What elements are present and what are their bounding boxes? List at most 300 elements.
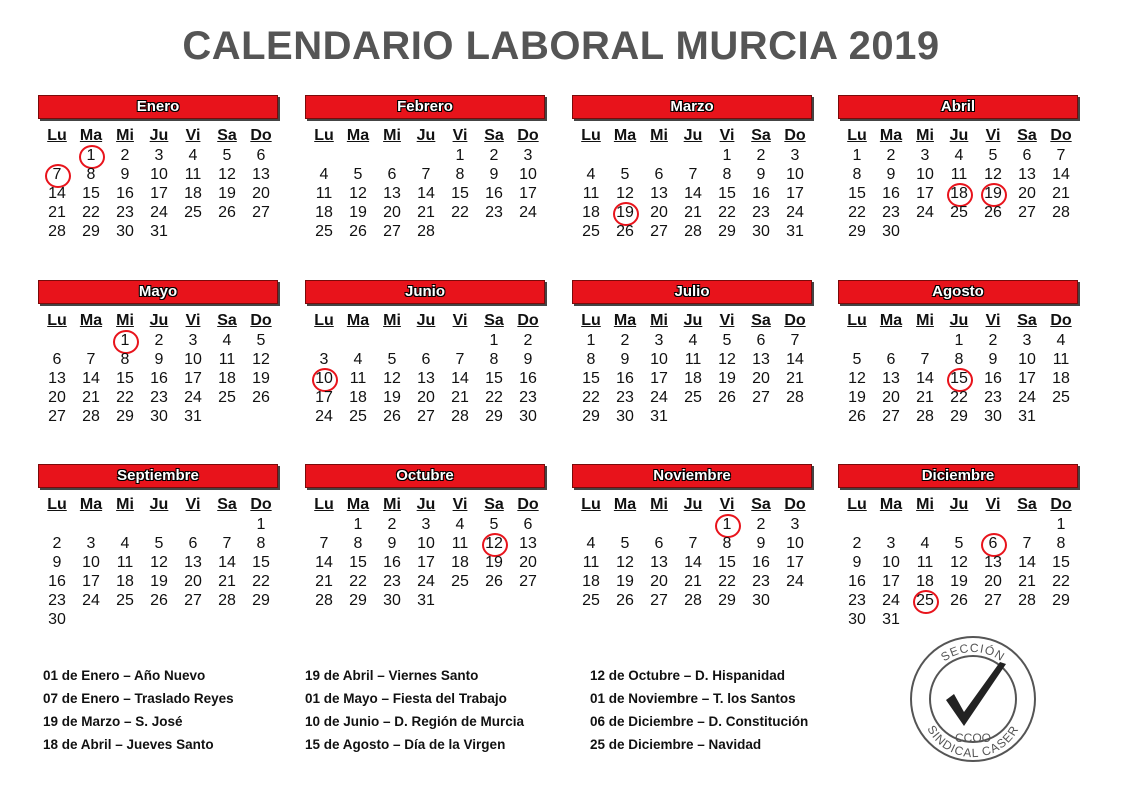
day-cell: 20 (519, 554, 537, 571)
day-cell: 26 (218, 204, 236, 221)
day-cell: 29 (252, 592, 270, 609)
day-cell: 9 (988, 351, 998, 368)
day-cell: 16 (48, 573, 66, 590)
day-cell: 25 (349, 408, 367, 425)
day-cell: 1 (1056, 516, 1066, 533)
day-cell: 3 (1022, 332, 1032, 349)
weekday-label: Sa (484, 312, 504, 329)
month-days-grid (840, 311, 1078, 426)
weekday-label: Do (784, 312, 806, 329)
day-cell: 23 (48, 592, 66, 609)
weekday-label: Ma (346, 496, 370, 513)
day-cell: 5 (722, 332, 732, 349)
weekday-label: Do (517, 127, 539, 144)
day-cell: 20 (1018, 185, 1036, 202)
stamp-bottom-text: SINDICAL CASER (924, 722, 1022, 761)
day-cell: 17 (882, 573, 900, 590)
day-cell: 21 (684, 573, 702, 590)
weekday-label: Lu (847, 312, 867, 329)
day-cell: 12 (848, 370, 866, 387)
day-cell: 11 (1052, 351, 1070, 368)
day-cell: 18 (684, 370, 702, 387)
empty-cell (443, 331, 477, 350)
empty-cell (908, 331, 942, 350)
weekday-label: Ju (949, 127, 969, 144)
day-cell: 29 (718, 223, 736, 240)
weekday-label: Mi (383, 127, 401, 144)
day-cell: 2 (852, 535, 862, 552)
day-cell: 15 (116, 370, 134, 387)
holiday-item: 01 de Noviembre – T. los Santos (590, 691, 796, 706)
day-cell: 23 (752, 204, 770, 221)
empty-cell (307, 146, 341, 165)
day-cell: 17 (315, 389, 333, 406)
day-cell: 16 (116, 185, 134, 202)
weekday-label: Lu (581, 127, 601, 144)
month-header: Mayo (38, 280, 278, 304)
day-cell: 13 (650, 554, 668, 571)
day-cell: 14 (1018, 554, 1036, 571)
month-header: Septiembre (38, 464, 278, 488)
day-cell: 26 (485, 573, 503, 590)
month-days-grid (840, 126, 1078, 241)
weekday-label: Sa (1017, 127, 1037, 144)
day-cell: 14 (315, 554, 333, 571)
day-cell: 10 (519, 166, 537, 183)
day-cell: 9 (489, 166, 499, 183)
month-octubre (305, 464, 545, 610)
day-cell: 4 (353, 351, 363, 368)
day-cell: 6 (1022, 147, 1032, 164)
day-cell: 21 (417, 204, 435, 221)
day-cell: 23 (383, 573, 401, 590)
day-cell: 18 (916, 573, 934, 590)
day-cell: 6 (188, 535, 198, 552)
weekday-label: Sa (217, 312, 237, 329)
day-cell: 22 (950, 389, 968, 406)
day-cell: 30 (519, 408, 537, 425)
day-cell: 6 (654, 166, 664, 183)
day-cell: 18 (315, 204, 333, 221)
day-cell: 25 (582, 223, 600, 240)
day-cell: 1 (586, 332, 596, 349)
empty-cell (642, 515, 676, 534)
day-cell: 20 (882, 389, 900, 406)
empty-cell (874, 331, 908, 350)
day-cell: 26 (950, 592, 968, 609)
stamp-top-text: SECCIÓN (938, 640, 1008, 665)
day-cell: 10 (786, 166, 804, 183)
holiday-column-1 (43, 664, 234, 756)
holiday-item: 15 de Agosto – Día de la Virgen (305, 737, 506, 752)
day-cell: 27 (252, 204, 270, 221)
month-enero (38, 95, 278, 241)
month-days-grid (574, 495, 812, 610)
weekday-label: Ma (346, 312, 370, 329)
day-cell: 22 (82, 204, 100, 221)
holiday-day-cell: 25 (908, 591, 942, 610)
day-cell: 1 (353, 516, 363, 533)
day-cell: 24 (315, 408, 333, 425)
day-cell: 7 (319, 535, 329, 552)
day-cell: 6 (523, 516, 533, 533)
empty-cell (942, 515, 976, 534)
day-cell: 5 (852, 351, 862, 368)
weekday-label: Ju (683, 127, 703, 144)
day-cell: 26 (150, 592, 168, 609)
day-cell: 22 (582, 389, 600, 406)
day-cell: 21 (315, 573, 333, 590)
holiday-item: 25 de Diciembre – Navidad (590, 737, 762, 752)
day-cell: 27 (48, 408, 66, 425)
day-cell: 12 (950, 554, 968, 571)
day-cell: 18 (184, 185, 202, 202)
day-cell: 17 (786, 554, 804, 571)
weekday-label: Do (517, 312, 539, 329)
day-cell: 7 (688, 166, 698, 183)
empty-cell (574, 515, 608, 534)
weekday-label: Sa (484, 127, 504, 144)
month-abril (838, 95, 1078, 241)
day-cell: 1 (489, 332, 499, 349)
day-cell: 8 (86, 166, 96, 183)
empty-cell (108, 515, 142, 534)
weekday-label: Lu (581, 312, 601, 329)
day-cell: 24 (519, 204, 537, 221)
day-cell: 19 (485, 554, 503, 571)
day-cell: 26 (383, 408, 401, 425)
day-cell: 13 (650, 185, 668, 202)
empty-cell (676, 515, 710, 534)
day-cell: 7 (1056, 147, 1066, 164)
day-cell: 7 (421, 166, 431, 183)
day-cell: 13 (882, 370, 900, 387)
holiday-day-cell: 19 (976, 184, 1010, 203)
day-cell: 3 (886, 535, 896, 552)
day-cell: 27 (184, 592, 202, 609)
day-cell: 18 (582, 204, 600, 221)
day-cell: 9 (756, 535, 766, 552)
day-cell: 20 (650, 204, 668, 221)
day-cell: 30 (48, 611, 66, 628)
day-cell: 11 (582, 554, 600, 571)
day-cell: 2 (886, 147, 896, 164)
day-cell: 28 (82, 408, 100, 425)
weekday-label: Lu (47, 127, 67, 144)
day-cell: 28 (315, 592, 333, 609)
weekday-label: Ju (683, 496, 703, 513)
day-cell: 15 (451, 185, 469, 202)
day-cell: 4 (120, 535, 130, 552)
weekday-label: Lu (847, 127, 867, 144)
day-cell: 11 (349, 370, 367, 387)
weekday-label: Lu (314, 496, 334, 513)
day-cell: 13 (519, 535, 537, 552)
day-cell: 7 (688, 535, 698, 552)
weekday-label: Mi (916, 127, 934, 144)
day-cell: 23 (984, 389, 1002, 406)
day-cell: 9 (886, 166, 896, 183)
day-cell: 9 (756, 166, 766, 183)
day-cell: 22 (1052, 573, 1070, 590)
weekday-label: Lu (47, 496, 67, 513)
empty-cell (375, 146, 409, 165)
weekday-label: Ma (79, 496, 103, 513)
day-cell: 28 (786, 389, 804, 406)
day-cell: 4 (1056, 332, 1066, 349)
day-cell: 25 (582, 592, 600, 609)
day-cell: 14 (218, 554, 236, 571)
day-cell: 26 (349, 223, 367, 240)
day-cell: 9 (120, 166, 130, 183)
stamp-middle-text: CCOO (955, 731, 991, 745)
weekday-label: Sa (217, 127, 237, 144)
day-cell: 23 (485, 204, 503, 221)
day-cell: 6 (756, 332, 766, 349)
day-cell: 24 (786, 204, 804, 221)
day-cell: 29 (116, 408, 134, 425)
day-cell: 2 (988, 332, 998, 349)
weekday-label: Do (250, 127, 272, 144)
day-cell: 18 (218, 370, 236, 387)
day-cell: 16 (752, 554, 770, 571)
day-cell: 24 (417, 573, 435, 590)
day-cell: 20 (252, 185, 270, 202)
empty-cell (375, 331, 409, 350)
day-cell: 19 (383, 389, 401, 406)
day-cell: 11 (451, 535, 469, 552)
weekday-label: Sa (751, 312, 771, 329)
weekday-label: Do (1050, 496, 1072, 513)
day-cell: 17 (519, 185, 537, 202)
weekday-label: Mi (650, 127, 668, 144)
day-cell: 12 (616, 185, 634, 202)
day-cell: 17 (417, 554, 435, 571)
month-noviembre (572, 464, 812, 610)
day-cell: 4 (688, 332, 698, 349)
weekday-label: Lu (847, 496, 867, 513)
weekday-label: Vi (719, 312, 735, 329)
day-cell: 25 (451, 573, 469, 590)
day-cell: 5 (353, 166, 363, 183)
day-cell: 8 (722, 166, 732, 183)
month-days-grid (574, 311, 812, 426)
weekday-label: Ma (79, 127, 103, 144)
day-cell: 5 (387, 351, 397, 368)
day-cell: 30 (116, 223, 134, 240)
day-cell: 6 (256, 147, 266, 164)
day-cell: 6 (421, 351, 431, 368)
month-days-grid (840, 495, 1078, 629)
day-cell: 19 (848, 389, 866, 406)
month-junio (305, 280, 545, 426)
day-cell: 29 (82, 223, 100, 240)
day-cell: 25 (218, 389, 236, 406)
day-cell: 31 (882, 611, 900, 628)
day-cell: 31 (184, 408, 202, 425)
month-julio (572, 280, 812, 426)
holiday-day-cell: 12 (477, 534, 511, 553)
day-cell: 20 (417, 389, 435, 406)
month-header: Marzo (572, 95, 812, 119)
weekday-label: Vi (985, 312, 1001, 329)
weekday-label: Lu (314, 312, 334, 329)
month-septiembre (38, 464, 278, 629)
day-cell: 12 (252, 351, 270, 368)
day-cell: 31 (650, 408, 668, 425)
weekday-label: Lu (581, 496, 601, 513)
month-days-grid (40, 311, 278, 426)
day-cell: 31 (786, 223, 804, 240)
day-cell: 22 (718, 204, 736, 221)
weekday-label: Sa (751, 127, 771, 144)
day-cell: 14 (684, 554, 702, 571)
weekday-label: Do (784, 127, 806, 144)
day-cell: 17 (916, 185, 934, 202)
weekday-label: Ju (683, 312, 703, 329)
day-cell: 7 (920, 351, 930, 368)
day-cell: 27 (650, 223, 668, 240)
empty-cell (307, 515, 341, 534)
weekday-label: Lu (314, 127, 334, 144)
weekday-label: Vi (452, 127, 468, 144)
day-cell: 3 (790, 516, 800, 533)
holiday-item: 01 de Enero – Año Nuevo (43, 668, 206, 683)
day-cell: 8 (852, 166, 862, 183)
day-cell: 9 (387, 535, 397, 552)
day-cell: 13 (184, 554, 202, 571)
day-cell: 2 (387, 516, 397, 533)
day-cell: 28 (451, 408, 469, 425)
day-cell: 1 (256, 516, 266, 533)
day-cell: 16 (984, 370, 1002, 387)
month-header: Diciembre (838, 464, 1078, 488)
weekday-label: Ma (79, 312, 103, 329)
weekday-label: Mi (383, 496, 401, 513)
month-header: Octubre (305, 464, 545, 488)
day-cell: 8 (353, 535, 363, 552)
day-cell: 2 (52, 535, 62, 552)
day-cell: 13 (48, 370, 66, 387)
empty-cell (40, 515, 74, 534)
weekday-label: Do (517, 496, 539, 513)
day-cell: 26 (718, 389, 736, 406)
weekday-label: Ma (613, 496, 637, 513)
day-cell: 28 (417, 223, 435, 240)
month-header: Enero (38, 95, 278, 119)
day-cell: 21 (1018, 573, 1036, 590)
day-cell: 10 (184, 351, 202, 368)
day-cell: 30 (882, 223, 900, 240)
empty-cell (874, 515, 908, 534)
day-cell: 21 (82, 389, 100, 406)
holiday-column-3 (590, 664, 808, 756)
day-cell: 10 (882, 554, 900, 571)
day-cell: 28 (48, 223, 66, 240)
holiday-item: 19 de Marzo – S. José (43, 714, 183, 729)
weekday-label: Vi (185, 496, 201, 513)
day-cell: 3 (790, 147, 800, 164)
day-cell: 4 (586, 535, 596, 552)
day-cell: 10 (1018, 351, 1036, 368)
day-cell: 3 (654, 332, 664, 349)
day-cell: 18 (451, 554, 469, 571)
day-cell: 17 (650, 370, 668, 387)
empty-cell (40, 331, 74, 350)
day-cell: 9 (523, 351, 533, 368)
day-cell: 11 (916, 554, 934, 571)
empty-cell (142, 515, 176, 534)
empty-cell (40, 146, 74, 165)
day-cell: 17 (82, 573, 100, 590)
holiday-day-cell: 19 (608, 203, 642, 222)
holiday-day-cell: 7 (40, 165, 74, 184)
weekday-label: Ju (949, 496, 969, 513)
day-cell: 21 (786, 370, 804, 387)
day-cell: 9 (620, 351, 630, 368)
day-cell: 30 (616, 408, 634, 425)
empty-cell (976, 515, 1010, 534)
day-cell: 18 (349, 389, 367, 406)
day-cell: 2 (120, 147, 130, 164)
day-cell: 10 (150, 166, 168, 183)
day-cell: 6 (886, 351, 896, 368)
weekday-label: Sa (217, 496, 237, 513)
day-cell: 29 (349, 592, 367, 609)
day-cell: 16 (485, 185, 503, 202)
day-cell: 11 (582, 185, 600, 202)
day-cell: 23 (752, 573, 770, 590)
weekday-label: Ma (879, 312, 903, 329)
day-cell: 27 (984, 592, 1002, 609)
weekday-label: Sa (484, 496, 504, 513)
day-cell: 15 (718, 185, 736, 202)
day-cell: 20 (383, 204, 401, 221)
weekday-label: Do (250, 496, 272, 513)
day-cell: 26 (616, 592, 634, 609)
day-cell: 19 (218, 185, 236, 202)
day-cell: 27 (1018, 204, 1036, 221)
day-cell: 6 (52, 351, 62, 368)
empty-cell (176, 515, 210, 534)
day-cell: 15 (252, 554, 270, 571)
month-header: Agosto (838, 280, 1078, 304)
day-cell: 10 (650, 351, 668, 368)
month-marzo (572, 95, 812, 241)
weekday-label: Do (250, 312, 272, 329)
day-cell: 1 (954, 332, 964, 349)
day-cell: 31 (1018, 408, 1036, 425)
day-cell: 21 (451, 389, 469, 406)
day-cell: 14 (82, 370, 100, 387)
day-cell: 23 (616, 389, 634, 406)
day-cell: 10 (417, 535, 435, 552)
weekday-label: Do (1050, 312, 1072, 329)
month-header: Abril (838, 95, 1078, 119)
day-cell: 21 (218, 573, 236, 590)
day-cell: 16 (882, 185, 900, 202)
weekday-label: Do (784, 496, 806, 513)
day-cell: 23 (882, 204, 900, 221)
day-cell: 2 (523, 332, 533, 349)
day-cell: 28 (218, 592, 236, 609)
month-header: Junio (305, 280, 545, 304)
day-cell: 24 (184, 389, 202, 406)
weekday-label: Ju (149, 312, 169, 329)
day-cell: 4 (954, 147, 964, 164)
weekday-label: Ma (879, 127, 903, 144)
day-cell: 23 (519, 389, 537, 406)
